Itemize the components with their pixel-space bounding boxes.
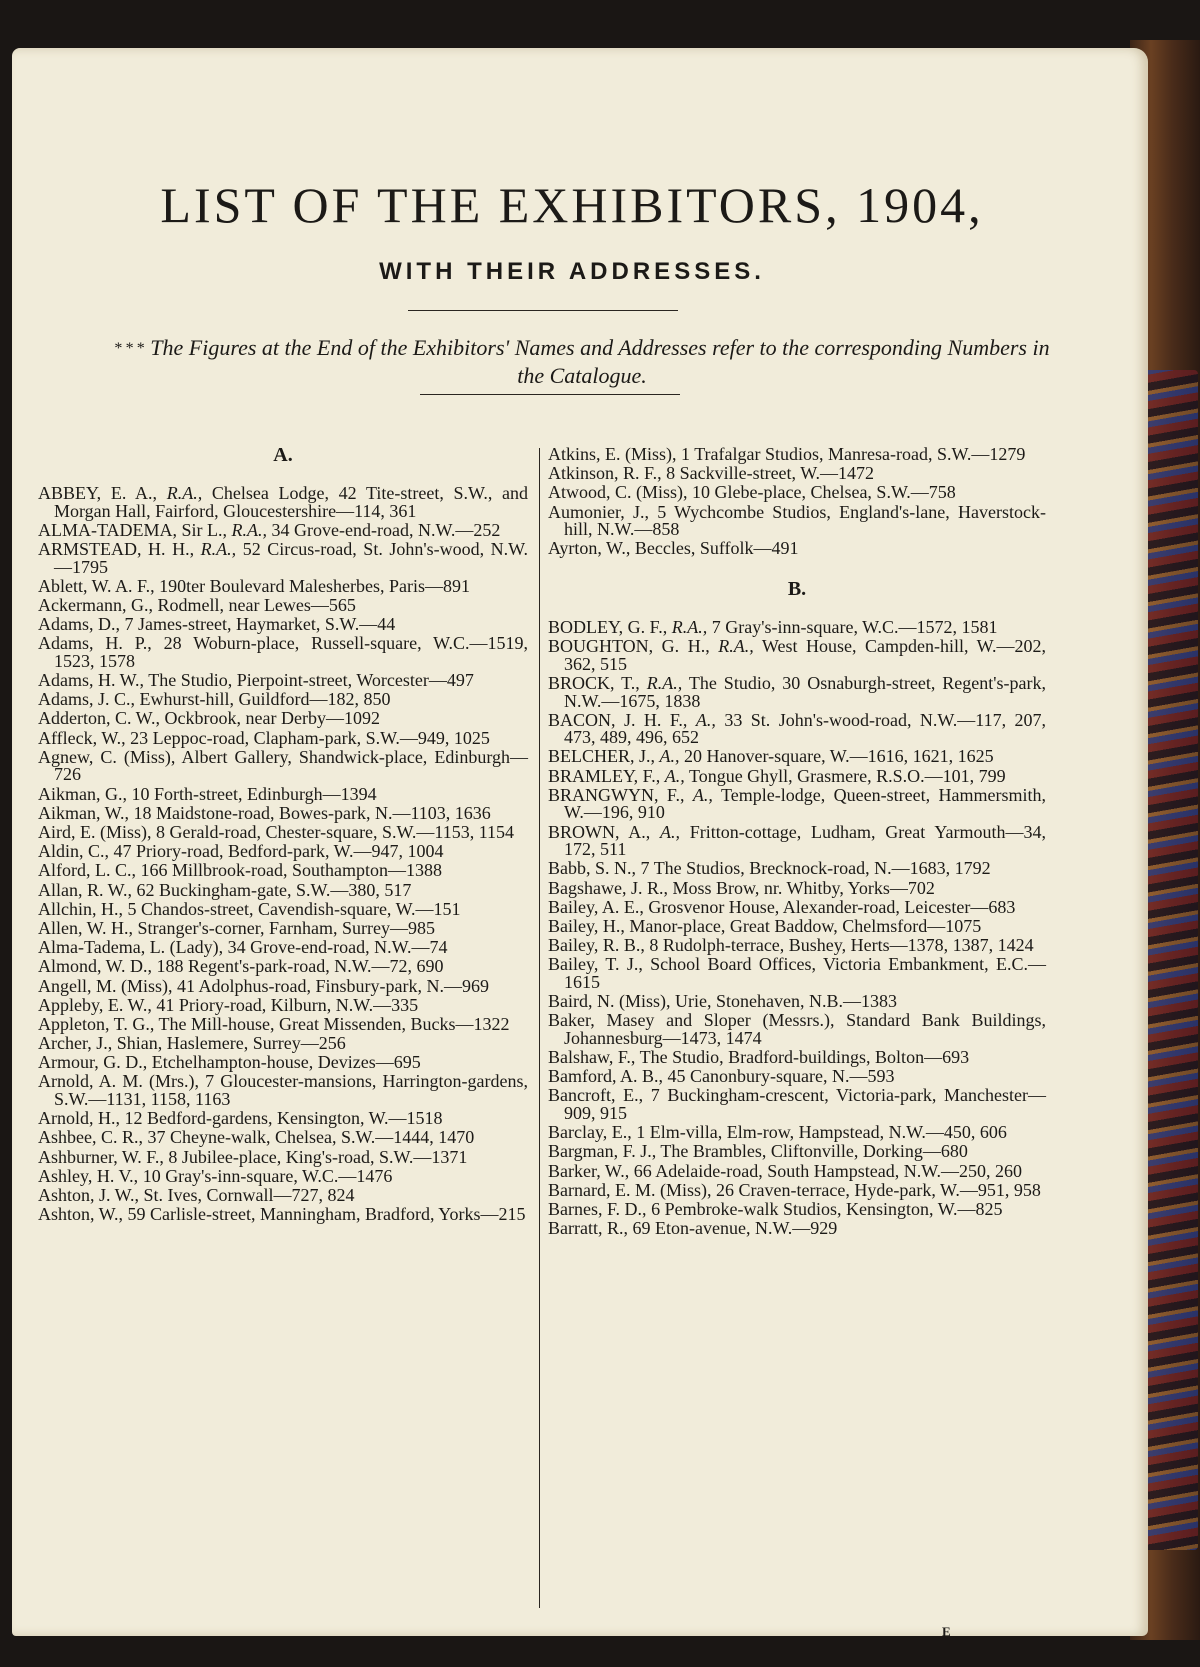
exhibitor-address: Etchelhampton-house, Devizes—695 [151,1052,421,1073]
exhibitor-address: 7 Gloucester-mansions, Harrington-gardens, S.W.—1131, 1158, 1163 [54,1071,528,1110]
exhibitor-address: 10 Gray's-inn-square, W.C.—1476 [142,1165,393,1186]
exhibitor-address: 45 Canonbury-square, N.—593 [667,1066,895,1087]
exhibitor-rank: R.A., [200,538,237,559]
exhibitor-rank: A., [692,784,713,805]
exhibitor-entry [38,824,528,842]
exhibitor-entry [548,860,1046,878]
left-column [38,438,528,1225]
exhibitor-address: Tongue Ghyll, Grasmere, R.S.O.—101, 799 [688,765,1006,786]
exhibitor-entry [38,1013,528,1034]
exhibitor-address: 10 Forth-street, Edinburgh—1394 [131,783,377,804]
document-page [12,48,1148,1639]
exhibitor-name: BELCHER, J., [548,746,656,767]
exhibitor-name: Aikman, W., [38,802,130,823]
exhibitor-address: West House, Campden-hill, W.—202, 362, 515 [564,636,1046,674]
catalogue-note-text: The Figures at the End of the Exhibitors' Names and Addresses refer to the corresponding Numbers in the Catalogue. [150,335,1050,388]
exhibitor-entry [548,1068,1046,1086]
exhibitor-entry [548,1012,1046,1047]
exhibitor-name: Alford, L. C., [38,860,136,881]
exhibitor-entry [548,501,1046,540]
exhibitor-name: Bailey, H., [548,915,625,936]
page-subtitle: WITH THEIR ADDRESSES. [379,258,765,285]
exhibitor-address: Grosvenor House, Alexander-road, Leicester—683 [648,896,1016,917]
catalogue-note [112,334,1052,389]
exhibitor-address: 26 Craven-terrace, Hyde-park, W.—951, 958 [715,1179,1041,1200]
exhibitor-entry [548,877,1046,898]
exhibitor-name: Babb, S. N., [548,858,637,879]
exhibitor-address: 34 Grove-end-road, N.W.—252 [271,519,501,540]
exhibitor-entry [38,1110,528,1128]
exhibitor-entry [38,538,529,577]
exhibitor-name: Bagshawe, J. R., [548,877,668,898]
exhibitor-address: Manor-place, Great Baddow, Chelmsford—1075 [629,915,982,936]
exhibitor-name: Barratt, R., [548,1218,628,1239]
exhibitor-name: Allen, W. H., [38,917,134,938]
exhibitor-name: Bailey, A. E., [548,896,644,917]
exhibitor-address: 20 Hanover-square, W.—1616, 1621, 1625 [684,746,994,767]
exhibitor-name: BROCK, T., [548,672,640,693]
exhibitor-name: Adderton, C. W., [38,708,161,729]
exhibitor-entry [38,594,528,615]
exhibitor-address: 166 Millbrook-road, Southampton—1388 [140,860,442,881]
exhibitor-address: 6 Pembroke-walk Studios, Kensington, W.—825 [651,1199,1003,1219]
exhibitor-name: Bamford, A. B., [548,1066,663,1087]
exhibitor-rank: A., [659,746,680,767]
exhibitor-address: 33 St. John's-wood-road, N.W.—117, 207, 473, 489, 496, 652 [564,709,1047,748]
exhibitor-name: Ayrton, W., [548,538,631,559]
exhibitor-entry [548,1049,1046,1067]
exhibitor-address: Temple-lodge, Queen-street, Hammersmith, W.—196, 910 [564,784,1046,823]
exhibitor-entry [548,937,1046,955]
exhibitor-address: School Board Offices, Victoria Embankment, E.C.—1615 [564,954,1047,992]
exhibitor-address: Ewhurst-hill, Guildford—182, 850 [139,689,391,710]
exhibitor-entry [548,784,1046,823]
column-divider [539,448,540,1608]
exhibitor-address: 59 Carlisle-street, Manningham, Bradford, Yorks—215 [127,1204,526,1225]
exhibitor-name: Ashton, J. W., [38,1184,140,1205]
exhibitor-entry [38,898,528,919]
exhibitor-address: 41 Priory-road, Kilburn, N.W.—335 [156,994,419,1015]
exhibitor-name: Affleck, W., [38,727,126,748]
exhibitor-entry [38,879,528,900]
exhibitor-name: Atkins, E. (Miss), [548,444,677,464]
exhibitor-name: Almond, W. D., [38,956,153,977]
exhibitor-entry [38,1035,528,1053]
marbled-endpaper [1140,370,1198,1550]
exhibitor-entry [38,672,528,690]
exhibitor-name: Ashton, W., [38,1204,124,1225]
exhibitor-name: ABBEY, E. A., [38,483,158,503]
exhibitor-address: 8 Sackville-street, W.—1472 [666,463,875,484]
exhibitor-name: ARMSTEAD, H. H., [38,538,195,559]
exhibitor-entry [38,783,528,804]
exhibitor-entry [38,485,528,520]
exhibitor-entry [548,821,1047,860]
exhibitor-entry [548,748,1046,766]
exhibitor-entry [548,1143,1046,1161]
exhibitor-entry [548,484,1046,502]
exhibitor-name: Baker, Masey and Sloper (Messrs.), [548,1010,835,1031]
exhibitor-address: 190ter Boulevard Malesherbes, Paris—891 [159,575,471,596]
exhibitor-rank: A., [695,709,716,730]
exhibitor-address: Shian, Haslemere, Surrey—256 [116,1033,346,1054]
exhibitor-entry [38,917,528,938]
exhibitor-name: Appleton, T. G., [38,1013,155,1034]
exhibitor-name: Allchin, H., [38,898,123,919]
exhibitor-entry [548,616,1046,637]
exhibitor-entry [548,993,1046,1011]
exhibitor-list-a-continued [548,446,1046,558]
exhibitor-address: 62 Buckingham-gate, S.W.—380, 517 [136,879,412,900]
exhibitor-name: Adams, D., [38,614,120,635]
exhibitor-name: Barnes, F. D., [548,1199,647,1219]
divider-rule-bottom [420,394,680,395]
exhibitor-name: Balshaw, F., [548,1047,636,1068]
exhibitor-address: The Mill-house, Great Missenden, Bucks—1322 [158,1013,510,1034]
exhibitor-entry [548,765,1046,786]
exhibitor-address: 7 The Studios, Brecknock-road, N.—1683, 1792 [640,858,991,879]
exhibitor-name: BROWN, A., [548,821,651,842]
exhibitor-address: 1 Trafalgar Studios, Manresa-road, S.W.—1279 [681,444,1026,464]
exhibitor-name: Barnard, E. M. (Miss), [548,1179,712,1200]
exhibitor-address: 41 Adolphus-road, Finsbury-park, N.—969 [177,975,489,996]
exhibitor-entry [38,939,528,957]
exhibitor-entry [38,862,528,880]
exhibitor-name: Armour, G. D., [38,1052,148,1073]
exhibitor-rank: R.A., [718,636,754,657]
signature-mark: E [942,1624,951,1639]
exhibitor-entry [38,802,528,823]
exhibitor-name: BACON, J. H. F., [548,709,688,730]
exhibitor-entry [548,1124,1046,1142]
exhibitor-name: Aird, E. (Miss), [38,822,152,842]
exhibitor-address: 52 Circus-road, St. John's-wood, N.W.—1795 [54,538,529,577]
exhibitor-address: Beccles, Suffolk—491 [634,538,799,559]
exhibitor-name: Arnold, A. M. (Mrs.), [38,1071,199,1092]
exhibitor-entry [548,465,1046,483]
exhibitor-entry [38,635,528,670]
exhibitor-name: Agnew, C. (Miss), [38,746,176,767]
exhibitor-address: St. Ives, Cornwall—727, 824 [143,1184,355,1205]
exhibitor-list-a [38,485,528,1224]
exhibitor-address: 7 Buckingham-crescent, Victoria-park, Manchester—909, 915 [564,1085,1047,1124]
exhibitor-name: ALMA-TADEMA, Sir L., [38,519,228,540]
exhibitor-rank: R.A., [166,483,203,503]
exhibitor-name: Ablett, W. A. F., [38,575,155,596]
exhibitor-entry [38,1129,528,1147]
exhibitor-entry [548,446,1046,464]
exhibitor-rank: A., [660,821,681,842]
exhibitor-name: Bargman, F. J., [548,1141,657,1162]
exhibitor-entry [38,1206,528,1224]
exhibitor-entry [38,1165,528,1186]
exhibitor-address: 7 Gray's-inn-square, W.C.—1572, 1581 [711,616,998,637]
exhibitor-address: 188 Regent's-park-road, N.W.—72, 690 [156,956,444,977]
exhibitor-address: The Studio, 30 Osnaburgh-street, Regent's-park, N.W.—1675, 1838 [564,672,1046,711]
exhibitor-entry [38,1073,528,1108]
exhibitor-name: Bancroft, E., [548,1085,644,1106]
exhibitor-name: Barker, W., [548,1160,630,1181]
exhibitor-name: Allan, R. W., [38,879,133,900]
exhibitor-name: Atwood, C. (Miss), [548,482,688,503]
exhibitor-name: Ashley, H. V., [38,1165,139,1186]
exhibitor-entry [548,1179,1046,1200]
exhibitor-address: 1 Elm-villa, Elm-row, Hampstead, N.W.—450, 606 [636,1122,1007,1143]
exhibitor-entry [548,672,1046,711]
exhibitor-name: Ackermann, G., [38,594,153,615]
exhibitor-address: 18 Maidstone-road, Bowes-park, N.—1103, 1636 [133,802,491,823]
exhibitor-address: 34 Grove-end-road, N.W.—74 [227,937,448,958]
exhibitor-entry [38,616,528,634]
exhibitor-entry [38,843,528,861]
exhibitor-address: 37 Cheyne-walk, Chelsea, S.W.—1444, 1470 [147,1127,475,1148]
exhibitor-address: 5 Chandos-street, Cavendish-square, W.—151 [127,898,461,919]
exhibitor-name: BRANGWYN, F., [548,784,685,805]
exhibitor-entry [548,638,1046,673]
divider-rule-top [408,310,678,311]
exhibitor-entry [38,994,528,1015]
section-heading-a: A. [273,444,293,466]
exhibitor-name: Adams, H. W., [38,670,145,691]
asterism-icon: * * * [114,340,145,357]
exhibitor-name: Appleby, E. W., [38,994,152,1015]
exhibitor-name: Angell, M. (Miss), [38,975,173,996]
exhibitor-entry [38,1184,528,1205]
exhibitor-address: The Studio, Pierpoint-street, Worcester—497 [148,670,474,691]
exhibitor-entry [548,1220,1046,1238]
exhibitor-address: The Studio, Bradford-buildings, Bolton—693 [639,1047,970,1068]
exhibitor-entry [548,1087,1046,1122]
exhibitor-rank: R.A., [231,519,268,540]
exhibitor-address: Stranger's-corner, Farnham, Surrey—985 [137,917,435,938]
exhibitor-address: Rodmell, near Lewes—565 [157,594,356,615]
exhibitor-address: Fritton-cottage, Ludham, Great Yarmouth—34, 172, 511 [564,821,1047,860]
exhibitor-entry [548,709,1047,748]
exhibitor-address: The Brambles, Cliftonville, Dorking—680 [660,1141,968,1162]
exhibitor-address: 66 Adelaide-road, South Hampstead, N.W.—250, 260 [633,1160,1023,1181]
exhibitor-rank: R.A., [646,672,683,693]
exhibitor-entry [38,727,528,748]
section-heading-b: B. [787,577,807,600]
exhibitor-rank: A., [664,765,685,786]
exhibitor-rank: R.A., [671,616,708,637]
exhibitor-entry [38,575,528,596]
exhibitor-entry [38,1146,528,1167]
exhibitor-name: Adams, H. P., [38,633,152,654]
exhibitor-entry [548,896,1046,917]
exhibitor-entry [38,975,528,996]
exhibitor-name: Adams, J. C., [38,689,136,710]
exhibitor-entry [548,956,1046,991]
exhibitor-address: 69 Eton-avenue, N.W.—929 [632,1218,838,1239]
exhibitor-name: Alma-Tadema, L. (Lady), [38,937,224,958]
exhibitor-address: 8 Rudolph-terrace, Bushey, Herts—1378, 1387, 1424 [649,935,1034,956]
exhibitor-address: 28 Woburn-place, Russell-square, W.C.—1519, 1523, 1578 [54,633,528,671]
exhibitor-address: 7 James-street, Haymarket, S.W.—44 [124,614,396,635]
exhibitor-name: Baird, N. (Miss), [548,991,671,1012]
exhibitor-entry [38,519,528,540]
exhibitor-name: Bailey, T. J., [548,954,643,975]
exhibitor-name: Archer, J., [38,1033,113,1054]
exhibitor-name: BRAMLEY, F., [548,765,661,786]
exhibitor-entry [548,1201,1046,1219]
exhibitor-name: Aldin, C., [38,841,110,862]
exhibitor-address: 8 Jubilee-place, King's-road, S.W.—1371 [168,1146,468,1167]
exhibitor-list-b [548,616,1047,1239]
exhibitor-address: 5 Wychcombe Studios, England's-lane, Haverstock-hill, N.W.—858 [564,501,1046,540]
exhibitor-entry [38,710,528,728]
exhibitor-name: BOUGHTON, G. H., [548,636,710,657]
exhibitor-address: Albert Gallery, Shandwick-place, Edinburgh—726 [54,746,529,785]
exhibitor-address: Moss Brow, nr. Whitby, Yorks—702 [672,877,935,898]
exhibitor-name: Arnold, H., [38,1108,120,1129]
exhibitor-entry [548,540,1046,558]
exhibitor-address: 8 Gerald-road, Chester-square, S.W.—1153, 1154 [156,822,515,842]
exhibitor-entry [548,915,1046,936]
exhibitor-name: Ashburner, W. F., [38,1146,164,1167]
exhibitor-address: 23 Leppoc-road, Clapham-park, S.W.—949, 1025 [130,727,490,748]
right-column [548,446,1046,1239]
exhibitor-name: Ashbee, C. R., [38,1127,143,1148]
exhibitor-entry [548,1160,1046,1181]
exhibitor-address: 47 Priory-road, Bedford-park, W.—947, 1004 [113,841,444,862]
exhibitor-entry [38,746,529,785]
exhibitor-address: 10 Glebe-place, Chelsea, S.W.—758 [692,482,956,503]
page-title: LIST OF THE EXHIBITORS, 1904, [160,177,984,233]
exhibitor-address: Chelsea Lodge, 42 Tite-street, S.W., and Morgan Hall, Fairford, Gloucestershire—114, 361 [54,483,529,521]
exhibitor-entry [38,958,528,976]
exhibitor-name: Aumonier, J., [548,501,650,522]
exhibitor-name: Aikman, G., [38,783,127,804]
exhibitor-address: Ockbrook, near Derby—1092 [164,708,380,729]
exhibitor-entry [38,1054,528,1072]
exhibitor-address: Urie, Stonehaven, N.B.—1383 [675,991,897,1012]
exhibitor-name: Bailey, R. B., [548,935,645,956]
exhibitor-address: 12 Bedford-gardens, Kensington, W.—1518 [124,1108,443,1129]
exhibitor-entry [38,691,528,709]
exhibitor-address: Standard Bank Buildings, Johannesburg—1473, 1474 [564,1010,1046,1048]
exhibitor-name: BODLEY, G. F., [548,616,668,637]
exhibitor-name: Atkinson, R. F., [548,463,662,484]
exhibitor-name: Barclay, E., [548,1122,632,1143]
